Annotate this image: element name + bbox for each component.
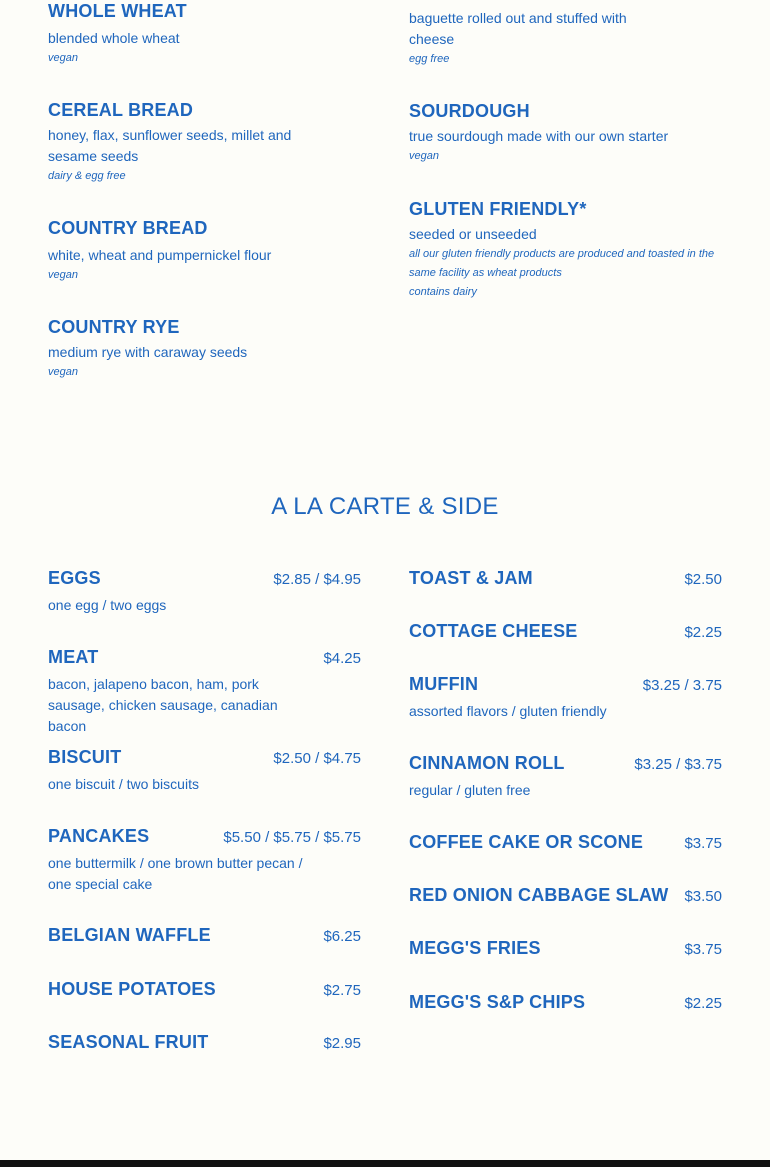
item-price: $5.50 / $5.75 / $5.75 [223, 829, 361, 846]
item-price: $2.95 [323, 1035, 361, 1052]
menu-item-cottage-cheese [409, 620, 722, 644]
item-name: MEGG'S S&P CHIPS [409, 992, 586, 1012]
menu-item-red-onion-cabbage-slaw [409, 884, 722, 908]
dietary-note: vegan [48, 269, 78, 281]
menu-item-coffee-cake-scone [409, 831, 722, 855]
item-name: COUNTRY RYE [48, 317, 180, 337]
item-price: $3.25 / $3.75 [634, 756, 722, 773]
item-description: one biscuit / two biscuits [48, 776, 199, 792]
item-price: $2.85 / $4.95 [273, 571, 361, 588]
dietary-note: dairy & egg free [48, 170, 126, 182]
item-price: $3.50 [684, 888, 722, 905]
item-description: true sourdough made with our own starter [409, 128, 669, 144]
bread-item-gluten-friendly [409, 198, 722, 302]
item-price: $2.50 / $4.75 [273, 750, 361, 767]
menu-item-muffin [409, 673, 722, 722]
item-name: MUFFIN [409, 674, 479, 694]
bread-item-country-bread [48, 217, 361, 285]
item-name: GLUTEN FRIENDLY* [409, 199, 587, 219]
item-name: WHOLE WHEAT [48, 1, 187, 21]
item-name: COFFEE CAKE OR SCONE [409, 832, 644, 852]
bread-item-stuffed-baguette [409, 8, 722, 69]
item-description: baguette rolled out and stuffed with cheese [409, 10, 627, 47]
allergen-note: all our gluten friendly products are produced and toasted in the same facility as wheat products [409, 248, 715, 279]
item-name: HOUSE POTATOES [48, 979, 216, 999]
menu-item-meggs-fries [409, 937, 722, 961]
item-price: $3.75 [684, 941, 722, 958]
menu-item-meat [48, 646, 361, 737]
item-description: regular / gluten free [409, 782, 531, 798]
item-name: COTTAGE CHEESE [409, 621, 578, 641]
dietary-note: vegan [48, 366, 78, 378]
dietary-note: vegan [409, 150, 439, 162]
item-name: MEAT [48, 647, 99, 667]
menu-item-meggs-chips [409, 991, 722, 1015]
menu-item-belgian-waffle [48, 924, 361, 948]
item-price: $6.25 [323, 928, 361, 945]
item-name: TOAST & JAM [409, 568, 533, 588]
item-name: SOURDOUGH [409, 101, 530, 121]
item-name: BELGIAN WAFFLE [48, 925, 211, 945]
item-name: COUNTRY BREAD [48, 218, 208, 238]
item-name: SEASONAL FRUIT [48, 1032, 209, 1052]
item-description: one buttermilk / one brown butter pecan / one special cake [48, 855, 303, 892]
item-name: CEREAL BREAD [48, 100, 194, 120]
menu-item-toast-jam [409, 567, 722, 591]
dietary-note: vegan [48, 52, 78, 64]
bread-item-cereal-bread [48, 99, 361, 186]
item-price: $3.75 [684, 835, 722, 852]
item-price: $2.25 [684, 624, 722, 641]
dietary-note: contains dairy [409, 286, 477, 298]
menu-item-pancakes [48, 825, 361, 895]
item-price: $2.75 [323, 982, 361, 999]
footer-bar [0, 1160, 770, 1167]
item-description: bacon, jalapeno bacon, ham, pork sausage, chicken sausage, canadian bacon [48, 676, 278, 734]
menu-item-house-potatoes [48, 978, 361, 1002]
bread-item-country-rye [48, 316, 361, 382]
item-description: seeded or unseeded [409, 226, 537, 242]
item-price: $2.50 [684, 571, 722, 588]
item-price: $3.25 / 3.75 [642, 677, 722, 694]
item-description: honey, flax, sunflower seeds, millet and sesame seeds [48, 127, 292, 164]
item-name: CINNAMON ROLL [409, 753, 565, 773]
menu-item-cinnamon-roll [409, 752, 722, 801]
section-title: A LA CARTE & SIDE [271, 493, 499, 520]
item-description: white, wheat and pumpernickel flour [48, 247, 272, 263]
item-price: $4.25 [323, 650, 361, 667]
item-name: MEGG'S FRIES [409, 938, 541, 958]
item-description: medium rye with caraway seeds [48, 344, 248, 360]
bread-item-sourdough [409, 100, 722, 166]
item-name: EGGS [48, 568, 101, 588]
item-name: RED ONION CABBAGE SLAW [409, 885, 669, 905]
menu-item-biscuit [48, 746, 361, 795]
item-price: $2.25 [684, 995, 722, 1012]
item-description: assorted flavors / gluten friendly [409, 703, 607, 719]
item-name: BISCUIT [48, 747, 122, 767]
item-name: PANCAKES [48, 826, 150, 846]
item-description: blended whole wheat [48, 30, 180, 46]
menu-item-eggs [48, 567, 361, 616]
menu-item-seasonal-fruit [48, 1031, 361, 1055]
bread-item-whole-wheat [48, 0, 361, 68]
dietary-note: egg free [409, 53, 450, 65]
item-description: one egg / two eggs [48, 597, 167, 613]
